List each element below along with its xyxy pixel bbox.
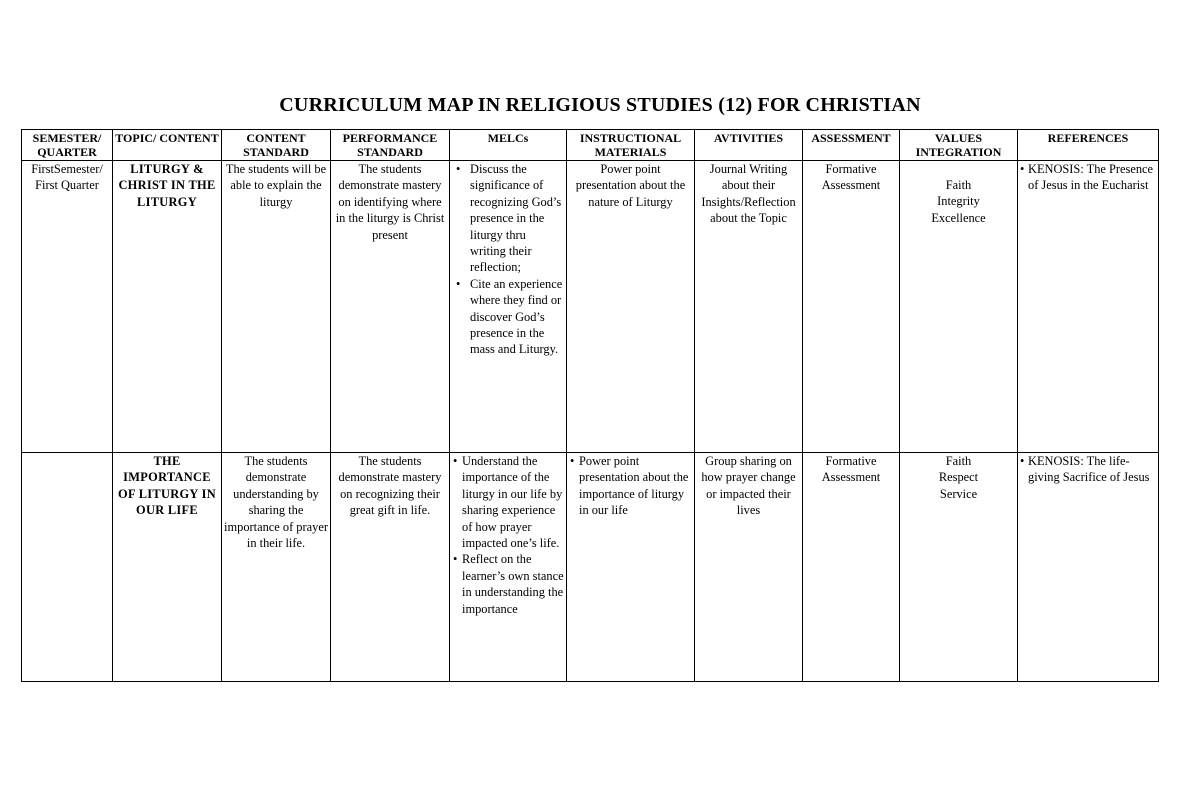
cell-melcs: [450, 453, 567, 682]
page-title: CURRICULUM MAP IN RELIGIOUS STUDIES (12) FOR CHRISTIAN: [279, 94, 921, 116]
cell-semester: [22, 453, 113, 682]
cell-semester: FirstSemester/ First Quarter: [22, 161, 113, 453]
values-list: [902, 161, 1015, 226]
cell-values-integration: [900, 453, 1018, 682]
melc-item: • Cite an experience where they find or discover God’s presence in the mass and Liturgy.: [452, 276, 564, 358]
header-topic: TOPIC/ CONTENT: [113, 130, 222, 161]
curriculum-map-table: [21, 129, 1159, 682]
cell-activities: Group sharing on how prayer change or impacted their lives: [695, 453, 803, 682]
cell-content-standard: The students demonstrate understanding by sharing the importance of prayer in their life.: [222, 453, 331, 682]
cell-references: [1018, 453, 1159, 682]
cell-assessment: Formative Assessment: [803, 161, 900, 453]
header-references: REFERENCES: [1018, 130, 1159, 161]
cell-instructional-materials: Power point presentation about the nature of Liturgy: [567, 161, 695, 453]
header-assessment: ASSESSMENT: [803, 130, 900, 161]
value-item: Faith: [945, 454, 972, 468]
header-activities: AVTIVITIES: [695, 130, 803, 161]
cell-references: [1018, 161, 1159, 453]
header-performance-standard: PERFORMANCE STANDARD: [331, 130, 450, 161]
cell-instructional-materials: [567, 453, 695, 682]
value-item: Integrity: [937, 194, 980, 209]
value-item: Respect: [938, 470, 979, 485]
cell-values-integration: [900, 161, 1018, 453]
melc-item: • Discuss the significance of recognizing God’s presence in the liturgy thru writing their reflection;: [452, 161, 564, 276]
header-melcs: MELCs: [450, 130, 567, 161]
header-semester: SEMESTER/ QUARTER: [22, 130, 113, 161]
cell-assessment: Formative Assessment: [803, 453, 900, 682]
cell-melcs: [450, 161, 567, 453]
cell-performance-standard: The students demonstrate mastery on recognizing their great gift in life.: [331, 453, 450, 682]
references-list: [1020, 161, 1156, 194]
references-list: [1020, 453, 1156, 486]
header-values-integration: VALUES INTEGRATION: [900, 130, 1018, 161]
cell-topic: THE IMPORTANCE OF LITURGY IN OUR LIFE: [113, 453, 222, 682]
value-item: Service: [939, 486, 978, 501]
materials-list: [569, 453, 692, 519]
melc-item: • Understand the importance of the liturgy in our life by sharing experience of how prayer impacted one’s life.: [452, 453, 564, 551]
material-item: • Power point presentation about the importance of liturgy in our life: [569, 453, 692, 519]
cell-performance-standard: The students demonstrate mastery on identifying where in the liturgy is Christ present: [331, 161, 450, 453]
melcs-list: [452, 161, 564, 358]
melc-item: • Reflect on the learner’s own stance in understanding the importance: [452, 551, 564, 617]
value-item: Excellence: [931, 210, 986, 225]
reference-item: • KENOSIS: The life-giving Sacrifice of Jesus: [1020, 453, 1156, 486]
melcs-list: [452, 453, 564, 617]
cell-content-standard: The students will be able to explain the liturgy: [222, 161, 331, 453]
cell-activities: Journal Writing about their Insights/Reflection about the Topic: [695, 161, 803, 453]
cell-topic: LITURGY & CHRIST IN THE LITURGY: [113, 161, 222, 453]
table-row: [22, 453, 1159, 682]
table-row: [22, 161, 1159, 453]
reference-item: • KENOSIS: The Presence of Jesus in the Eucharist: [1020, 161, 1156, 194]
value-item: Faith: [945, 178, 972, 192]
table-header-row: [22, 130, 1159, 161]
header-instructional-materials: INSTRUCTIONAL MATERIALS: [567, 130, 695, 161]
header-content-standard: CONTENT STANDARD: [222, 130, 331, 161]
